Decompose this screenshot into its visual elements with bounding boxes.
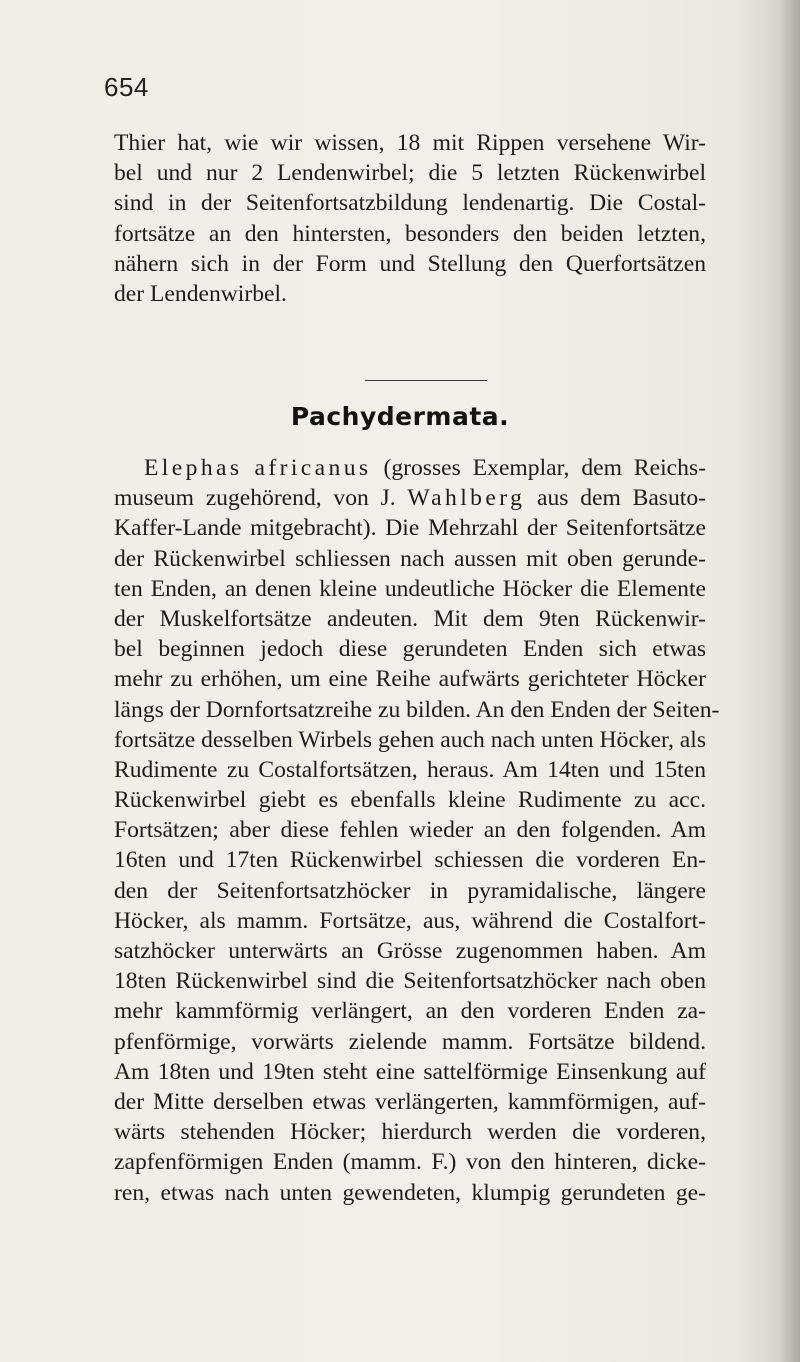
section-heading: Pachydermata.: [290, 402, 510, 431]
main-paragraph: [114, 453, 720, 1208]
text-line: ten Enden, an denen kleine undeutliche Höcker die Elemente: [114, 575, 706, 602]
collector-name: Wahlberg: [407, 485, 526, 512]
text-line: pfenförmige, vorwärts zielende mamm. Fortsätze bildend.: [114, 1028, 706, 1055]
text-line: Thier hat, wie wir wissen, 18 mit Rippen versehene Wir-: [114, 130, 706, 156]
text-line: Höcker, als mamm. Fortsätze, aus, während die Costalfort-: [114, 907, 706, 934]
text-line-first: [114, 453, 706, 483]
text-line: sind in der Seitenfortsatzbildung lendenartig. Die Costal-: [114, 190, 706, 217]
text-line: fortsätze an den hintersten, besonders den beiden letzten,: [114, 220, 706, 247]
text-line: Am 18ten und 19ten steht eine sattelförmige Einsenkung auf: [114, 1058, 706, 1085]
text-line: der Rückenwirbel schliessen nach aussen mit oben gerunde-: [114, 545, 706, 572]
text-line: [114, 483, 706, 513]
text-line: satzhöcker unterwärts an Grösse zugenommen haben. Am: [114, 938, 706, 964]
text-line: ren, etwas nach unten gewendeten, klumpig gerundeten ge-: [114, 1179, 706, 1206]
text-line: mehr kammförmig verlängert, an den vorderen Enden za-: [114, 998, 706, 1025]
section-divider: [365, 380, 487, 381]
text-line: fortsätze desselben Wirbels gehen auch nach unten Höcker, als: [114, 726, 706, 753]
text-line: mehr zu erhöhen, um eine Reihe aufwärts gerichteter Höcker: [114, 666, 706, 693]
text-line: nähern sich in der Form und Stellung den Querfortsätzen: [114, 250, 706, 277]
text-line: 18ten Rückenwirbel sind die Seitenfortsatzhöcker nach oben: [114, 968, 706, 995]
page-number: 654: [104, 72, 149, 102]
text-fragment: museum zugehörend, von J.: [114, 485, 396, 512]
text-line: bel und nur 2 Lendenwirbel; die 5 letzten Rückenwirbel: [114, 160, 706, 187]
page-edge-shadow: [778, 0, 800, 1362]
genus-name: Elephas: [144, 455, 243, 481]
text-line: der Mitte derselben etwas verlängerten, kammförmigen, auf-: [114, 1088, 706, 1115]
text-line: wärts stehenden Höcker; hierdurch werden die vorderen,: [114, 1119, 706, 1146]
text-line: bel beginnen jedoch diese gerundeten Enden sich etwas: [114, 636, 706, 663]
text-line: Rudimente zu Costalfortsätzen, heraus. Am 14ten und 15ten: [114, 756, 706, 783]
text-line: Rückenwirbel giebt es ebenfalls kleine Rudimente zu acc.: [114, 787, 706, 814]
text-line: zapfenförmigen Enden (mamm. F.) von den hinteren, dicke-: [114, 1149, 706, 1176]
top-paragraph: [114, 128, 706, 309]
species-name: africanus: [254, 455, 372, 481]
text-line: 16ten und 17ten Rückenwirbel schiessen die vorderen En-: [114, 847, 706, 874]
text-fragment: aus dem Basuto-: [537, 485, 706, 512]
text-fragment: (grosses Exemplar, dem Reichs-: [383, 455, 706, 481]
text-line: der Lendenwirbel.: [114, 280, 287, 307]
text-line: der Muskelfortsätze andeuten. Mit dem 9ten Rückenwir-: [114, 605, 706, 632]
text-line: Fortsätzen; aber diese fehlen wieder an den folgenden. Am: [114, 817, 706, 844]
text-line: den der Seitenfortsatzhöcker in pyramidalische, längere: [114, 877, 706, 904]
text-line: Kaffer-Lande mitgebracht). Die Mehrzahl der Seitenfortsätze: [114, 515, 706, 542]
text-line: längs der Dornfortsatzreihe zu bilden. An den Enden der Seiten-: [114, 696, 720, 723]
